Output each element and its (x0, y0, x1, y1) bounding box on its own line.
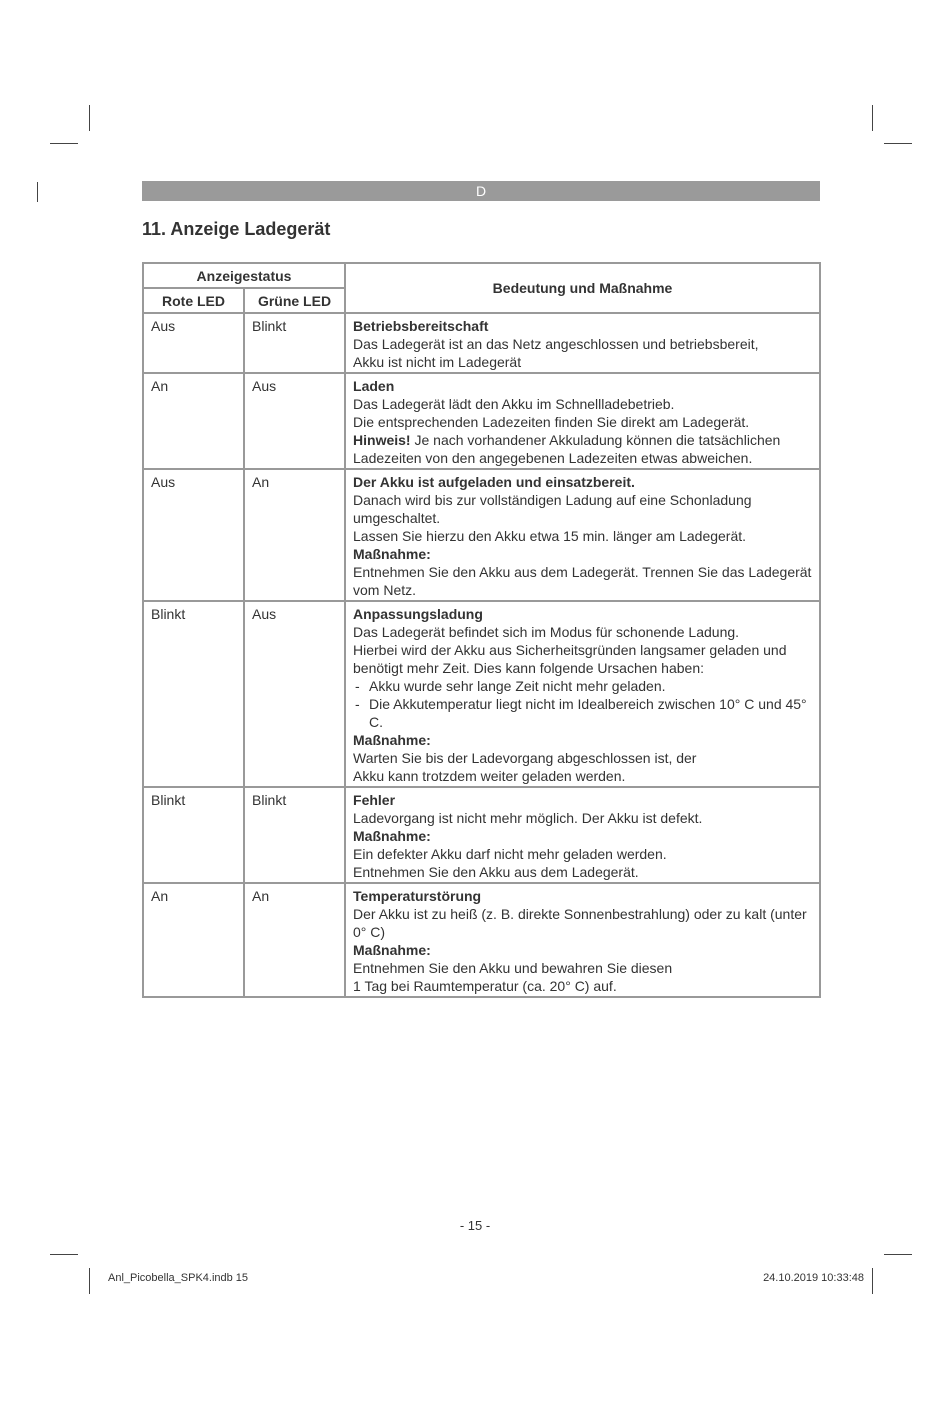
table-row (143, 469, 820, 601)
red-led-state: Blinkt (143, 787, 244, 883)
green-led-state: An (244, 883, 345, 997)
entry-title: Fehler (353, 792, 396, 808)
table-row (143, 373, 820, 469)
measure-label: Maßnahme: (353, 546, 431, 562)
measure-label: Maßnahme: (353, 942, 431, 958)
measure-text: Warten Sie bis der Ladevorgang abgeschlossen ist, der (353, 750, 697, 766)
meaning-cell (345, 469, 820, 601)
text-line: Die entsprechenden Ladezeiten finden Sie direkt am Ladegerät. (353, 414, 750, 430)
entry-title: Temperaturstörung (353, 888, 482, 904)
entry-title: Laden (353, 378, 395, 394)
text-line: Akku ist nicht im Ladegerät (353, 354, 522, 370)
table-row (143, 601, 820, 787)
entry-title: Der Akku ist aufgeladen und einsatzbereit. (353, 474, 635, 490)
green-led-state: Blinkt (244, 787, 345, 883)
measure-text: Entnehmen Sie den Akku aus dem Ladegerät. (353, 864, 639, 880)
header-indicator-status: Anzeigestatus (143, 263, 345, 288)
text-line: Das Ladegerät befindet sich im Modus für schonende Ladung. (353, 624, 740, 640)
header-green-led: Grüne LED (244, 288, 345, 313)
crop-mark (37, 182, 38, 202)
charger-indicator-table (142, 262, 821, 998)
red-led-state: An (143, 883, 244, 997)
meaning-cell (345, 787, 820, 883)
crop-mark (872, 105, 873, 131)
note-label: Hinweis! (353, 432, 411, 448)
measure-text: Entnehmen Sie den Akku und bewahren Sie diesen (353, 960, 673, 976)
red-led-state: Aus (143, 469, 244, 601)
table-row (143, 787, 820, 883)
green-led-state: Aus (244, 373, 345, 469)
meaning-cell (345, 313, 820, 373)
red-led-state: Blinkt (143, 601, 244, 787)
measure-text: Akku kann trotzdem weiter geladen werden. (353, 768, 626, 784)
crop-mark (872, 1268, 873, 1294)
meaning-cell (345, 883, 820, 997)
red-led-state: An (143, 373, 244, 469)
red-led-state: Aus (143, 313, 244, 373)
green-led-state: An (244, 469, 345, 601)
meaning-cell (345, 601, 820, 787)
cause-list (353, 677, 812, 731)
measure-label: Maßnahme: (353, 732, 431, 748)
footer-timestamp: 24.10.2019 10:33:48 (763, 1272, 864, 1284)
page-number: - 15 - (459, 1218, 491, 1233)
section-title: 11. Anzeige Ladegerät (142, 219, 331, 239)
list-item: - Akku wurde sehr lange Zeit nicht mehr geladen. (353, 677, 812, 695)
entry-title: Anpassungsladung (353, 606, 483, 622)
crop-mark (50, 143, 78, 144)
table-row (143, 313, 820, 373)
footer-file-name: Anl_Picobella_SPK4.indb 15 (108, 1272, 249, 1284)
crop-mark (884, 143, 912, 144)
measure-text: Entnehmen Sie den Akku aus dem Ladegerät. Trennen Sie das Ladegerät vom Netz. (353, 564, 812, 598)
measure-label: Maßnahme: (353, 828, 431, 844)
green-led-state: Blinkt (244, 313, 345, 373)
crop-mark (89, 1268, 90, 1294)
note-paragraph (353, 431, 812, 467)
header-red-led: Rote LED (143, 288, 244, 313)
text-line: Hierbei wird der Akku aus Sicherheitsgründen langsamer geladen und benötigt mehr Zeit. Dies kann folgende Ursachen haben: (353, 642, 787, 676)
measure-text: Ein defekter Akku darf nicht mehr geladen werden. (353, 846, 667, 862)
text-line: Das Ladegerät lädt den Akku im Schnellladebetrieb. (353, 396, 675, 412)
header-meaning: Bedeutung und Maßnahme (345, 263, 820, 313)
text-line: Lassen Sie hierzu den Akku etwa 15 min. länger am Ladegerät. (353, 528, 747, 544)
note-text: Je nach vorhandener Akkuladung können die tatsächlichen Ladezeiten von den angegebenen Ladezeiten etwas abweichen. (353, 432, 781, 466)
list-item: - Die Akkutemperatur liegt nicht im Idealbereich zwischen 10° C und 45° C. (353, 695, 812, 731)
text-line: Danach wird bis zur vollständigen Ladung auf eine Schonladung umgeschaltet. (353, 492, 752, 526)
crop-mark (884, 1254, 912, 1255)
text-line: Das Ladegerät ist an das Netz angeschlossen und betriebsbereit, (353, 336, 759, 352)
green-led-state: Aus (244, 601, 345, 787)
text-line: Ladevorgang ist nicht mehr möglich. Der Akku ist defekt. (353, 810, 703, 826)
crop-mark (50, 1254, 78, 1255)
entry-title: Betriebsbereitschaft (353, 318, 489, 334)
crop-mark (89, 105, 90, 131)
table-row (143, 883, 820, 997)
measure-text: 1 Tag bei Raumtemperatur (ca. 20° C) auf. (353, 978, 617, 994)
meaning-cell (345, 373, 820, 469)
language-tab: D (142, 181, 820, 201)
text-line: Der Akku ist zu heiß (z. B. direkte Sonnenbestrahlung) oder zu kalt (unter 0° C) (353, 906, 807, 940)
